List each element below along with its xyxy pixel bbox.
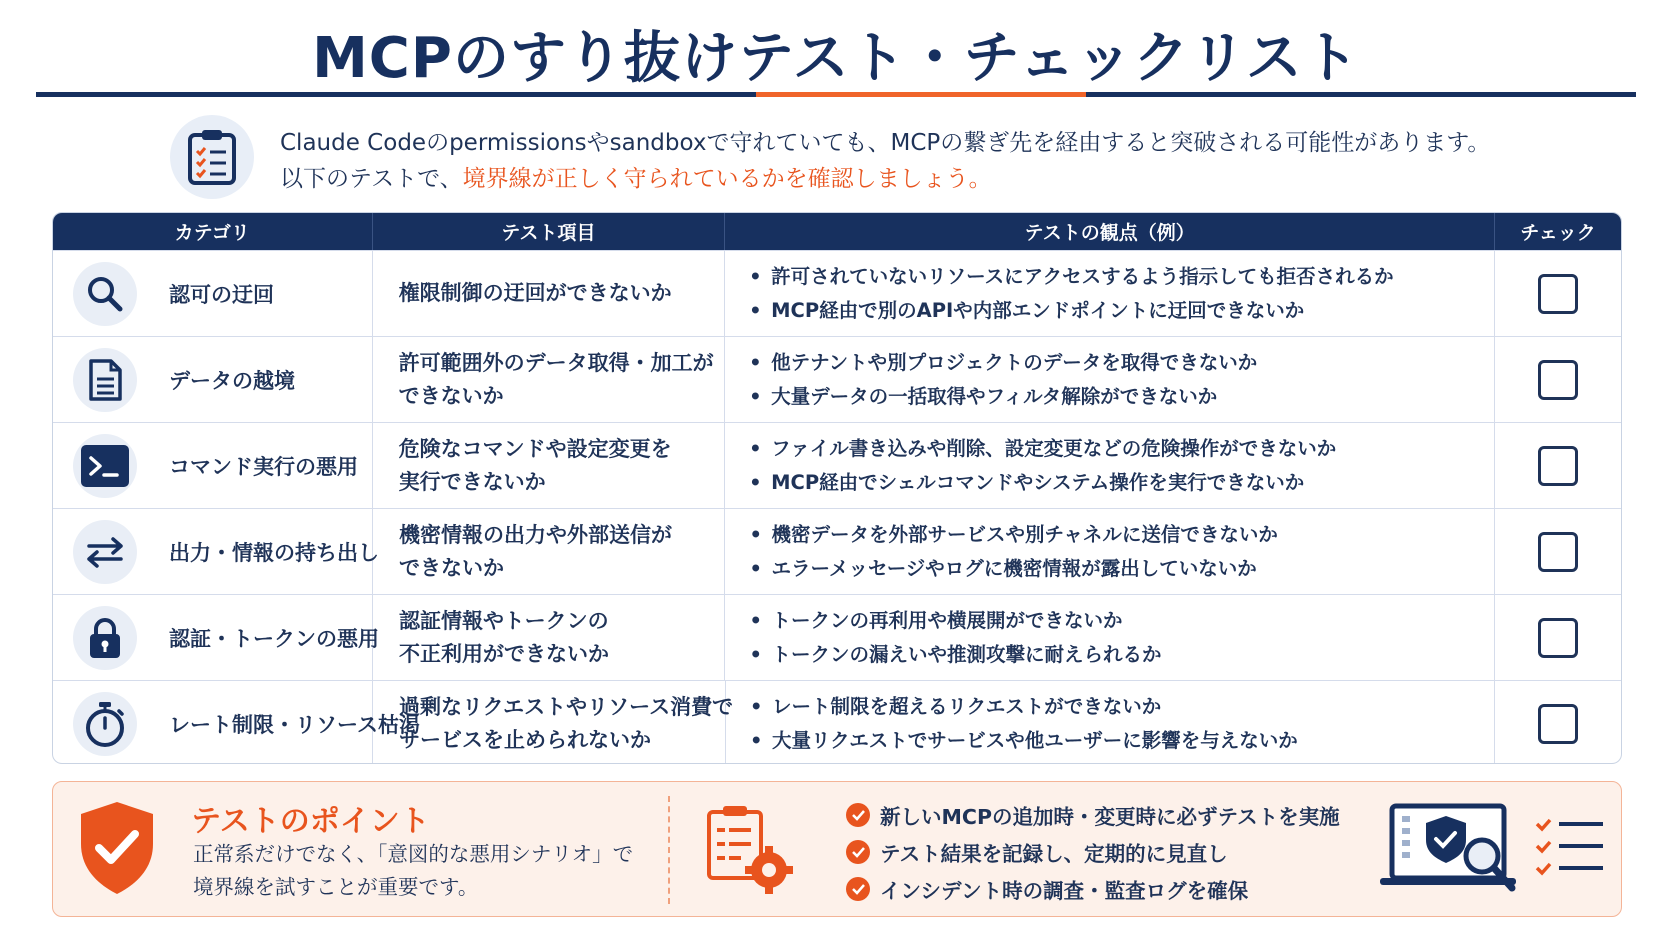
checkbox-authorization-bypass[interactable] bbox=[1538, 274, 1578, 314]
header-test-points: テストの観点（例） bbox=[725, 213, 1495, 250]
test-points-cell bbox=[725, 509, 1495, 594]
page-title: MCPのすり抜けテスト・チェックリスト bbox=[312, 26, 1360, 91]
category-label: 認可の迂回 bbox=[169, 282, 274, 307]
category-cell bbox=[53, 595, 379, 680]
table-row bbox=[53, 250, 1621, 336]
test-point-title: テストのポイント bbox=[191, 804, 430, 839]
test-points-cell bbox=[725, 251, 1495, 336]
intro-text bbox=[280, 125, 1640, 197]
checkbox-rate-limit[interactable] bbox=[1538, 704, 1578, 744]
document-icon bbox=[73, 348, 137, 412]
check-cell bbox=[1495, 251, 1621, 336]
bullet-item bbox=[846, 833, 1340, 870]
check-circle-icon bbox=[846, 803, 870, 827]
category-cell bbox=[53, 509, 379, 594]
test-item-cell bbox=[373, 423, 726, 508]
test-item-cell bbox=[373, 337, 726, 422]
test-item-line: 許可範囲外のデータ取得・加工が bbox=[398, 350, 714, 375]
test-item-line: 実行できないか bbox=[398, 469, 546, 494]
test-point: • 機密データを外部サービスや別チャネルに送信できないか bbox=[749, 518, 1494, 552]
category-label: 認証・トークンの悪用 bbox=[169, 626, 379, 651]
check-cell bbox=[1495, 595, 1621, 680]
test-point: • 他テナントや別プロジェクトのデータを取得できないか bbox=[749, 346, 1494, 380]
header-test-item: テスト項目 bbox=[373, 213, 726, 250]
check-circle-icon bbox=[846, 877, 870, 901]
test-item-cell bbox=[373, 509, 725, 594]
table-row bbox=[53, 594, 1621, 680]
table-row bbox=[53, 336, 1621, 422]
test-point-body bbox=[193, 838, 633, 904]
title-underline-accent bbox=[756, 92, 1086, 97]
laptop-shield-magnifier-icon bbox=[1378, 800, 1526, 904]
bullet-item bbox=[846, 796, 1340, 833]
test-point: • 許可されていないリソースにアクセスするよう指示しても拒否されるか bbox=[749, 260, 1494, 294]
header-category: カテゴリ bbox=[53, 213, 373, 250]
checkbox-command-abuse[interactable] bbox=[1538, 446, 1578, 486]
test-item-line: 不正利用ができないか bbox=[399, 641, 609, 666]
checkbox-data-boundary[interactable] bbox=[1538, 360, 1578, 400]
test-point: • MCP経由で別のAPIや内部エンドポイントに迂回できないか bbox=[749, 294, 1494, 328]
shield-check-icon bbox=[77, 800, 157, 900]
check-cell bbox=[1495, 509, 1621, 594]
stopwatch-icon bbox=[73, 692, 137, 756]
test-point: • 大量リクエストでサービスや他ユーザーに影響を与えないか bbox=[750, 724, 1494, 758]
test-points-cell bbox=[725, 423, 1495, 508]
check-circle-icon bbox=[846, 840, 870, 864]
test-point-body-line: 境界線を試すことが重要です。 bbox=[193, 875, 479, 899]
intro-line-2-prefix: 以下のテストで、 bbox=[280, 166, 463, 192]
dashed-divider bbox=[668, 796, 670, 904]
category-label: レート制限・リソース枯渇 bbox=[169, 712, 420, 737]
test-item-line: サービスを止められないか bbox=[399, 727, 651, 752]
test-item-line: できないか bbox=[398, 383, 504, 408]
category-cell bbox=[53, 251, 373, 336]
test-item-line: 機密情報の出力や外部送信が bbox=[399, 522, 672, 547]
lock-icon bbox=[73, 606, 137, 670]
bullet-text: テスト結果を記録し、定期的に見直し bbox=[880, 841, 1228, 866]
intro-line-1: Claude Codeのpermissionsやsandboxで守れていても、MCPの繋ぎ先を経由すると突破される可能性があります。 bbox=[280, 130, 1491, 156]
category-cell bbox=[53, 337, 373, 422]
test-item-line: 認証情報やトークンの bbox=[399, 608, 609, 633]
test-item-line: 権限制御の迂回ができないか bbox=[398, 281, 672, 305]
test-points-cell bbox=[725, 595, 1495, 680]
checkbox-data-exfiltration[interactable] bbox=[1538, 532, 1578, 572]
table-row bbox=[53, 680, 1621, 764]
category-label: データの越境 bbox=[169, 368, 295, 393]
test-item-line: 危険なコマンドや設定変更を bbox=[398, 436, 672, 461]
table-header bbox=[53, 213, 1621, 250]
test-points-cell bbox=[726, 681, 1495, 764]
checklist-table bbox=[52, 212, 1622, 764]
category-cell bbox=[53, 423, 373, 508]
test-point: • 大量データの一括取得やフィルタ解除ができないか bbox=[749, 380, 1494, 414]
test-point: • レート制限を超えるリクエストができないか bbox=[750, 690, 1494, 724]
check-cell bbox=[1495, 423, 1621, 508]
test-item-cell bbox=[373, 251, 726, 336]
table-row bbox=[53, 422, 1621, 508]
clipboard-checklist-icon bbox=[170, 115, 254, 199]
checklist-icon bbox=[1535, 814, 1605, 884]
magnifier-icon bbox=[73, 262, 137, 326]
test-point-bullets bbox=[846, 796, 1340, 907]
test-item-cell bbox=[373, 595, 725, 680]
table-row bbox=[53, 508, 1621, 594]
bullet-item bbox=[846, 870, 1340, 907]
check-cell bbox=[1495, 337, 1621, 422]
bullet-text: インシデント時の調査・監査ログを確保 bbox=[880, 878, 1249, 903]
test-point-body-line: 正常系だけでなく、「意図的な悪用シナリオ」で bbox=[193, 842, 634, 866]
category-label: コマンド実行の悪用 bbox=[169, 454, 358, 479]
check-cell bbox=[1495, 681, 1621, 764]
test-point: • トークンの漏えいや推測攻撃に耐えられるか bbox=[749, 638, 1494, 672]
intro-line-2 bbox=[280, 161, 1640, 197]
terminal-icon bbox=[73, 434, 137, 498]
bullet-text: 新しいMCPの追加時・変更時に必ずテストを実施 bbox=[880, 804, 1340, 829]
category-label: 出力・情報の持ち出し bbox=[169, 540, 379, 565]
test-point: • エラーメッセージやログに機密情報が露出していないか bbox=[749, 552, 1494, 586]
intro-line-2-accent: 境界線が正しく守られているかを確認しましょう。 bbox=[462, 166, 992, 192]
test-item-line: できないか bbox=[399, 555, 504, 580]
test-point: • トークンの再利用や横展開ができないか bbox=[749, 604, 1494, 638]
test-point-panel bbox=[52, 781, 1622, 917]
checklist-gear-icon bbox=[701, 802, 797, 902]
checkbox-token-abuse[interactable] bbox=[1538, 618, 1578, 658]
header-check: チェック bbox=[1520, 222, 1596, 244]
test-item-cell bbox=[373, 681, 734, 764]
test-item-line: 過剰なリクエストやリソース消費で bbox=[399, 694, 734, 719]
test-point: • MCP経由でシェルコマンドやシステム操作を実行できないか bbox=[749, 466, 1494, 500]
category-cell bbox=[53, 681, 420, 764]
exchange-arrows-icon bbox=[73, 520, 137, 584]
test-point: • ファイル書き込みや削除、設定変更などの危険操作ができないか bbox=[749, 432, 1494, 466]
test-points-cell bbox=[725, 337, 1495, 422]
